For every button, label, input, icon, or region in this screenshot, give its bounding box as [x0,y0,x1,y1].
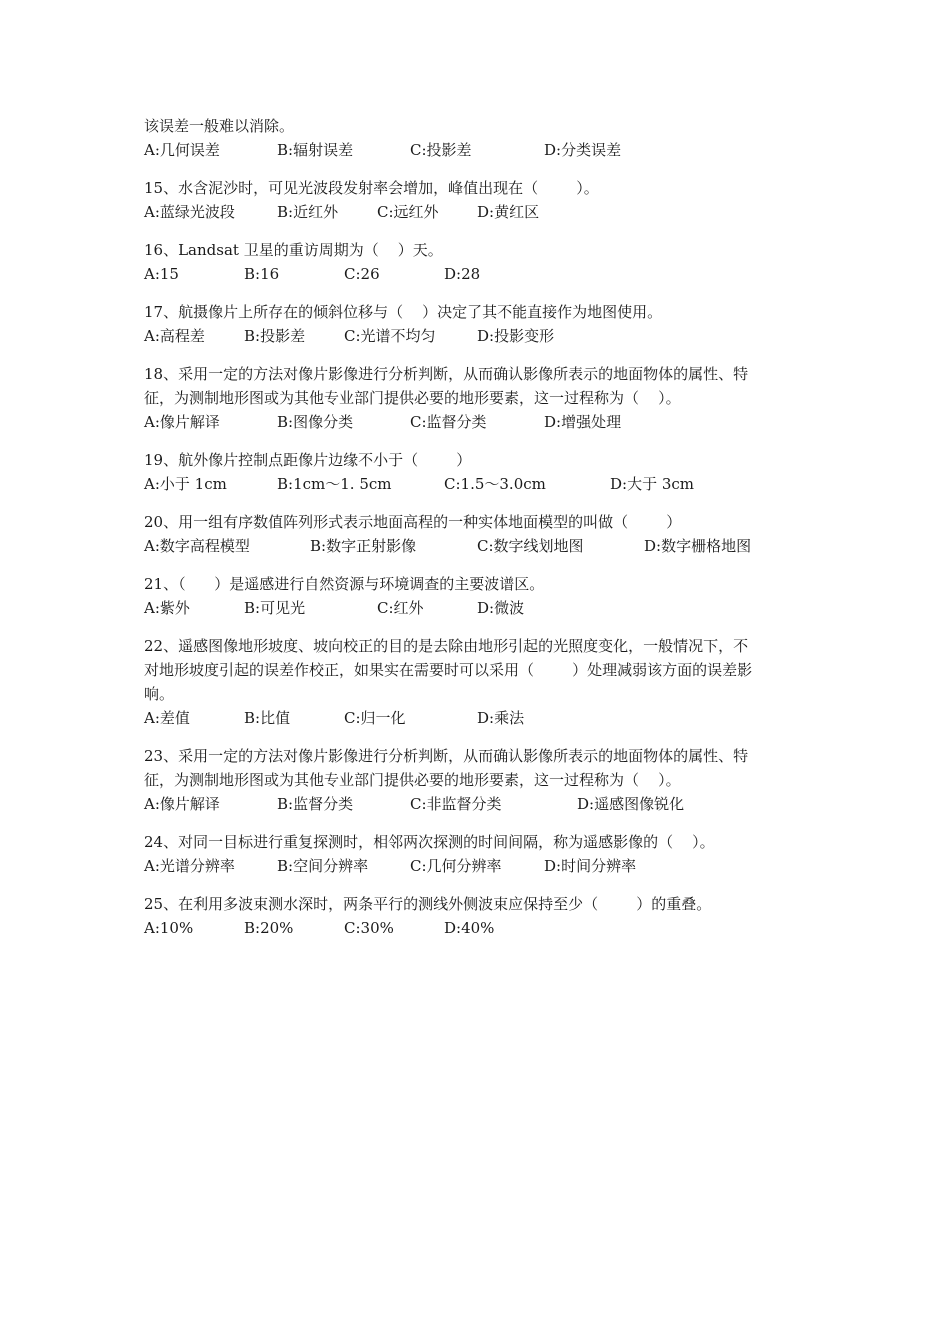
question-text: 响。 [144,685,175,703]
question-block [144,238,816,286]
option: A:小于 1cm [144,475,227,493]
option: C:30% [344,919,394,937]
answer-options [144,854,816,878]
option: D:投影变形 [477,327,555,345]
option: A:差值 [144,709,190,727]
question-block [144,830,816,878]
option: B:辐射误差 [277,141,354,159]
question-block [144,300,816,348]
question-text: 对地形坡度引起的误差作校正，如果实在需要时可以采用（ ）处理减弱该方面的误差影 [144,661,753,679]
option: A:几何误差 [144,141,220,159]
question-text: 16、Landsat 卫星的重访周期为（ ）天。 [144,241,443,259]
answer-options [144,410,816,434]
question-text: 22、遥感图像地形坡度、坡向校正的目的是去除由地形引起的光照度变化，一般情况下，不 [144,637,749,655]
answer-options [144,916,816,940]
option: C:红外 [377,599,424,617]
question-block [144,362,816,434]
answer-options [144,324,816,348]
option: B:投影差 [244,327,306,345]
option: B:1cm～1. 5cm [277,475,392,493]
question-text: 18、采用一定的方法对像片影像进行分析判断，从而确认影像所表示的地面物体的属性、特 [144,365,749,383]
question-block [144,176,816,224]
option: A:15 [144,265,179,283]
answer-options [144,472,816,496]
option: C:监督分类 [410,413,487,431]
intro-options [144,138,816,162]
option: C:远红外 [377,203,439,221]
question-block [144,634,816,730]
question-text: 17、航摄像片上所存在的倾斜位移与（ ）决定了其不能直接作为地图使用。 [144,303,663,321]
option: C:26 [344,265,380,283]
option: D:40% [444,919,495,937]
option: D:时间分辨率 [544,857,637,875]
question-text: 征，为测制地形图或为其他专业部门提供必要的地形要素，这一过程称为（ ）。 [144,389,681,407]
question-text: 25、在利用多波束测水深时，两条平行的测线外侧波束应保持至少（ ）的重叠。 [144,895,712,913]
answer-options [144,792,816,816]
option: A:高程差 [144,327,205,345]
answer-options [144,200,816,224]
option: B:监督分类 [277,795,354,813]
option: D:遥感图像锐化 [577,795,685,813]
answer-options [144,706,816,730]
option: A:蓝绿光波段 [144,203,235,221]
option: B:空间分辨率 [277,857,369,875]
option: B:16 [244,265,280,283]
question-block [144,892,816,940]
option: A:光谱分辨率 [144,857,235,875]
option: B:数字正射影像 [310,537,417,555]
option: B:图像分类 [277,413,354,431]
option: B:20% [244,919,294,937]
option: C:投影差 [410,141,472,159]
option: A:紫外 [144,599,190,617]
option: D:分类误差 [544,141,622,159]
option: D:微波 [477,599,525,617]
option: D:28 [444,265,481,283]
question-block [144,572,816,620]
question-block [144,510,816,558]
intro-block [144,114,816,162]
option: C:非监督分类 [410,795,502,813]
answer-options [144,596,816,620]
question-list [144,114,816,940]
option: A:10% [144,919,194,937]
option: C:1.5～3.0cm [444,475,546,493]
option: A:像片解译 [144,413,220,431]
question-block [144,448,816,496]
intro-text: 该误差一般难以消除。 [144,117,295,135]
option: D:增强处理 [544,413,622,431]
option: D:黄红区 [477,203,540,221]
option: B:可见光 [244,599,306,617]
option: A:像片解译 [144,795,220,813]
question-text: 23、采用一定的方法对像片影像进行分析判断，从而确认影像所表示的地面物体的属性、特 [144,747,749,765]
question-text: 15、水含泥沙时，可见光波段发射率会增加，峰值出现在（ ）。 [144,179,599,197]
option: D:乘法 [477,709,525,727]
question-text: 20、用一组有序数值阵列形式表示地面高程的一种实体地面模型的叫做（ ） [144,513,682,531]
question-text: 征，为测制地形图或为其他专业部门提供必要的地形要素，这一过程称为（ ）。 [144,771,681,789]
option: C:数字线划地图 [477,537,584,555]
option: C:几何分辨率 [410,857,502,875]
option: A:数字高程模型 [144,537,250,555]
option: B:比值 [244,709,291,727]
option: B:近红外 [277,203,339,221]
question-text: 19、航外像片控制点距像片边缘不小于（ ） [144,451,472,469]
question-text: 24、对同一目标进行重复探测时，相邻两次探测的时间间隔，称为遥感影像的（ ）。 [144,833,715,851]
question-block [144,744,816,816]
option: C:光谱不均匀 [344,327,436,345]
question-text: 21、（ ）是遥感进行自然资源与环境调查的主要波谱区。 [144,575,545,593]
option: D:数字栅格地图 [644,537,752,555]
option: C:归一化 [344,709,406,727]
answer-options [144,534,816,558]
option: D:大于 3cm [610,475,695,493]
answer-options [144,262,816,286]
